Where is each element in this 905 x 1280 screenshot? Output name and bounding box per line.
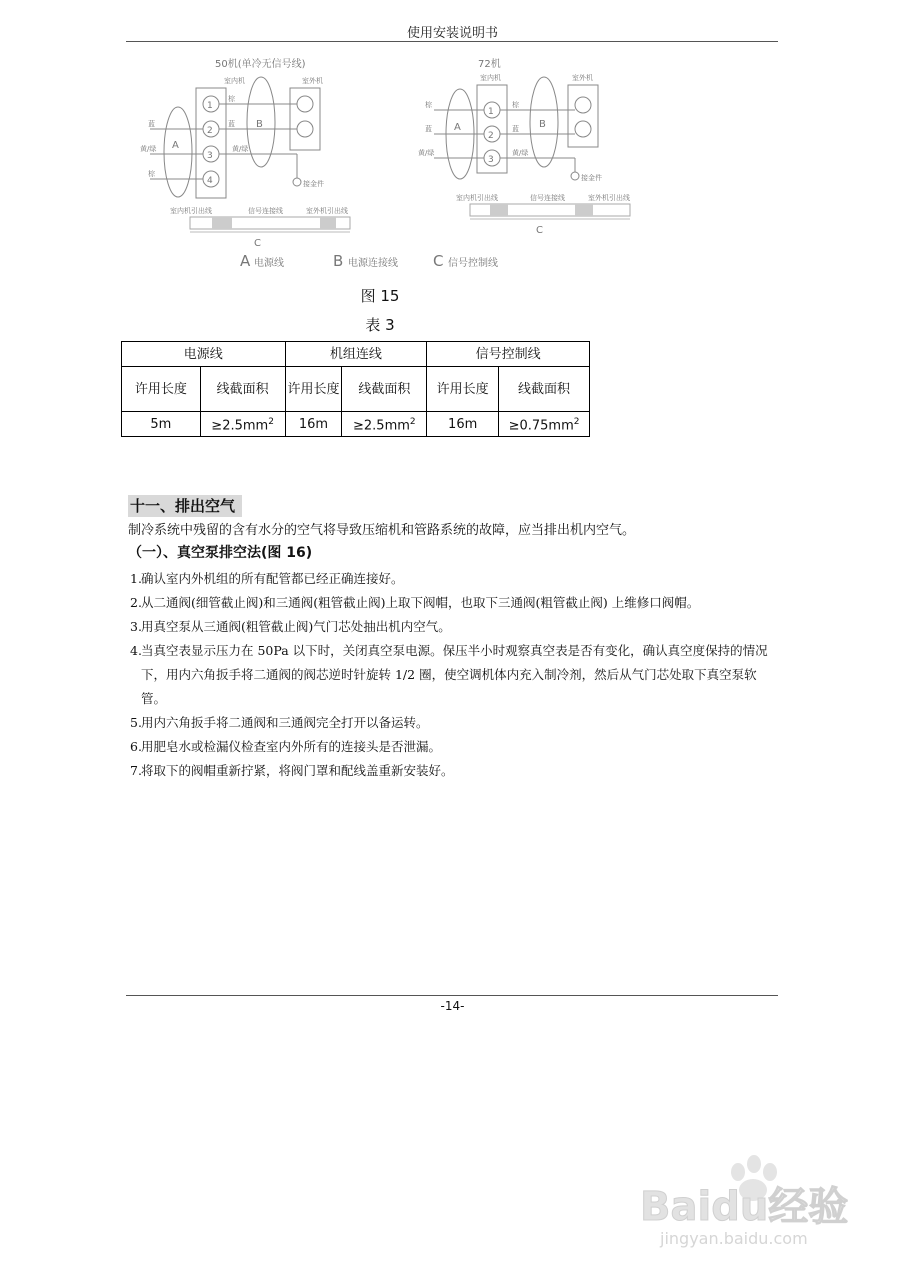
list-item: 5. 用内六角扳手将二通阀和三通阀完全打开以备运转。	[130, 715, 429, 730]
svg-text:黄/绿: 黄/绿	[232, 145, 249, 153]
svg-text:黄/绿: 黄/绿	[140, 145, 157, 153]
svg-text:B: B	[539, 119, 546, 130]
list-item: 2. 从二通阀(细管截止阀)和三通阀(粗管截止阀)上取下阀帽，也取下三通阀(粗管截止阀) 上维修口阀帽。	[130, 595, 700, 610]
left-wiring-diagram	[140, 57, 350, 249]
svg-text:jingyan.baidu.com: jingyan.baidu.com	[660, 1229, 808, 1248]
right-wiring-diagram	[418, 57, 630, 236]
list-item: 1. 确认室内外机组的所有配管都已经正确连接好。	[130, 571, 404, 586]
svg-text:黄/绿: 黄/绿	[418, 149, 435, 157]
svg-text:C: C	[536, 225, 543, 236]
subheader-cell: 许用长度	[427, 367, 499, 412]
svg-text:B: B	[333, 252, 344, 270]
list-item: 6. 用肥皂水或检漏仪检查室内外所有的连接头是否泄漏。	[130, 739, 442, 754]
svg-text:电源线: 电源线	[254, 258, 284, 269]
svg-text:信号控制线: 信号控制线	[448, 258, 498, 269]
subheader-cell: 线截面积	[342, 367, 427, 412]
table-caption: 表 3	[365, 316, 395, 334]
svg-text:A: A	[172, 140, 179, 151]
svg-text:3: 3	[488, 155, 494, 165]
svg-text:接金件: 接金件	[303, 180, 324, 188]
figure-caption: 图 15	[360, 287, 400, 305]
svg-text:4: 4	[207, 176, 213, 186]
value-cell: 16m	[427, 412, 499, 437]
svg-text:室内机引出线: 室内机引出线	[456, 194, 498, 202]
svg-text:信号连接线: 信号连接线	[248, 207, 283, 215]
value-cell: 16m	[285, 412, 342, 437]
svg-text:棕: 棕	[148, 170, 155, 178]
subheader-cell: 线截面积	[499, 367, 590, 412]
right-unit-title: 72机	[478, 59, 501, 70]
left-outdoor-terminal-block	[290, 88, 320, 150]
section-heading: 十一、排出空气	[128, 495, 242, 517]
table-header-row	[122, 342, 590, 367]
baidu-jingyan-watermark	[640, 1150, 860, 1250]
svg-text:2: 2	[488, 131, 494, 141]
svg-text:A: A	[240, 252, 251, 270]
procedure-steps	[130, 567, 780, 783]
wiring-diagram-figure	[120, 50, 660, 280]
value-cell: 5m	[122, 412, 201, 437]
svg-text:Baidu经验: Baidu经验	[640, 1184, 849, 1230]
wire-spec-table	[121, 341, 590, 437]
group-header-power: 电源线	[122, 342, 286, 367]
svg-text:室外机引出线: 室外机引出线	[306, 207, 348, 215]
subheader-cell: 许用长度	[122, 367, 201, 412]
svg-text:棕: 棕	[228, 95, 235, 103]
svg-text:室外机: 室外机	[572, 74, 593, 82]
value-cell: $\ge 0.75mm^2$	[499, 412, 590, 437]
svg-text:棕: 棕	[425, 101, 432, 109]
svg-text:电源连接线: 电源连接线	[348, 258, 398, 269]
section-intro: 制冷系统中残留的含有水分的空气将导致压缩机和管路系统的故障，应当排出机内空气。	[128, 523, 636, 538]
diagram-legend	[240, 252, 498, 270]
svg-text:1: 1	[488, 107, 494, 117]
right-ground-icon	[571, 172, 579, 180]
list-item: 7. 将取下的阀帽重新拧紧，将阀门罩和配线盖重新安装好。	[130, 763, 454, 778]
svg-text:1: 1	[207, 101, 213, 111]
left-unit-title: 50机(单冷无信号线)	[215, 59, 306, 70]
sub-heading: （一）、真空泵排空法(图 16)	[128, 545, 313, 561]
svg-text:蓝: 蓝	[512, 125, 519, 133]
header-rule	[126, 41, 778, 42]
footer-rule	[126, 995, 778, 996]
subheader-cell: 线截面积	[200, 367, 285, 412]
svg-text:B: B	[256, 119, 263, 130]
right-outdoor-terminal-block	[568, 85, 598, 147]
svg-text:室外机引出线: 室外机引出线	[588, 194, 630, 202]
svg-text:2: 2	[207, 126, 213, 136]
svg-text:蓝: 蓝	[228, 120, 235, 128]
svg-text:C: C	[254, 238, 261, 249]
left-outdoor-label: 室外机	[302, 77, 323, 85]
table-subheader-row	[122, 367, 590, 412]
svg-text:蓝: 蓝	[425, 125, 432, 133]
page-number: -14-	[440, 999, 465, 1013]
list-item: 4. 当真空表显示压力在 50Pa 以下时，关闭真空泵电源。保压半小时观察真空表是否有变化，确认真空度保持的情况下，用内六角扳手将二通阀的阀芯逆时针旋转 1/2 圈，使空调机体内充入制冷剂，然后从气门芯处取下真空泵软管。	[130, 643, 768, 706]
svg-text:接金件: 接金件	[581, 174, 602, 182]
group-header-unit-link: 机组连线	[285, 342, 427, 367]
value-cell: $\ge 2.5mm^2$	[342, 412, 427, 437]
svg-text:室内机: 室内机	[480, 74, 501, 82]
svg-text:3: 3	[207, 151, 213, 161]
value-cell: $\ge 2.5mm^2$	[200, 412, 285, 437]
loop-a-left	[164, 107, 192, 197]
left-ground-icon	[293, 178, 301, 186]
svg-text:蓝: 蓝	[148, 120, 155, 128]
svg-text:室内机引出线: 室内机引出线	[170, 207, 212, 215]
left-indoor-label: 室内机	[224, 77, 245, 85]
svg-text:C: C	[433, 252, 444, 270]
svg-text:A: A	[454, 122, 461, 133]
list-item: 3. 用真空泵从三通阀(粗管截止阀)气门芯处抽出机内空气。	[130, 619, 451, 634]
svg-text:黄/绿: 黄/绿	[512, 149, 529, 157]
document-header-title: 使用安装说明书	[406, 26, 498, 41]
svg-text:信号连接线: 信号连接线	[530, 194, 565, 202]
svg-text:棕: 棕	[512, 101, 519, 109]
subheader-cell: 许用长度	[285, 367, 342, 412]
group-header-signal: 信号控制线	[427, 342, 590, 367]
table-row	[122, 412, 590, 437]
